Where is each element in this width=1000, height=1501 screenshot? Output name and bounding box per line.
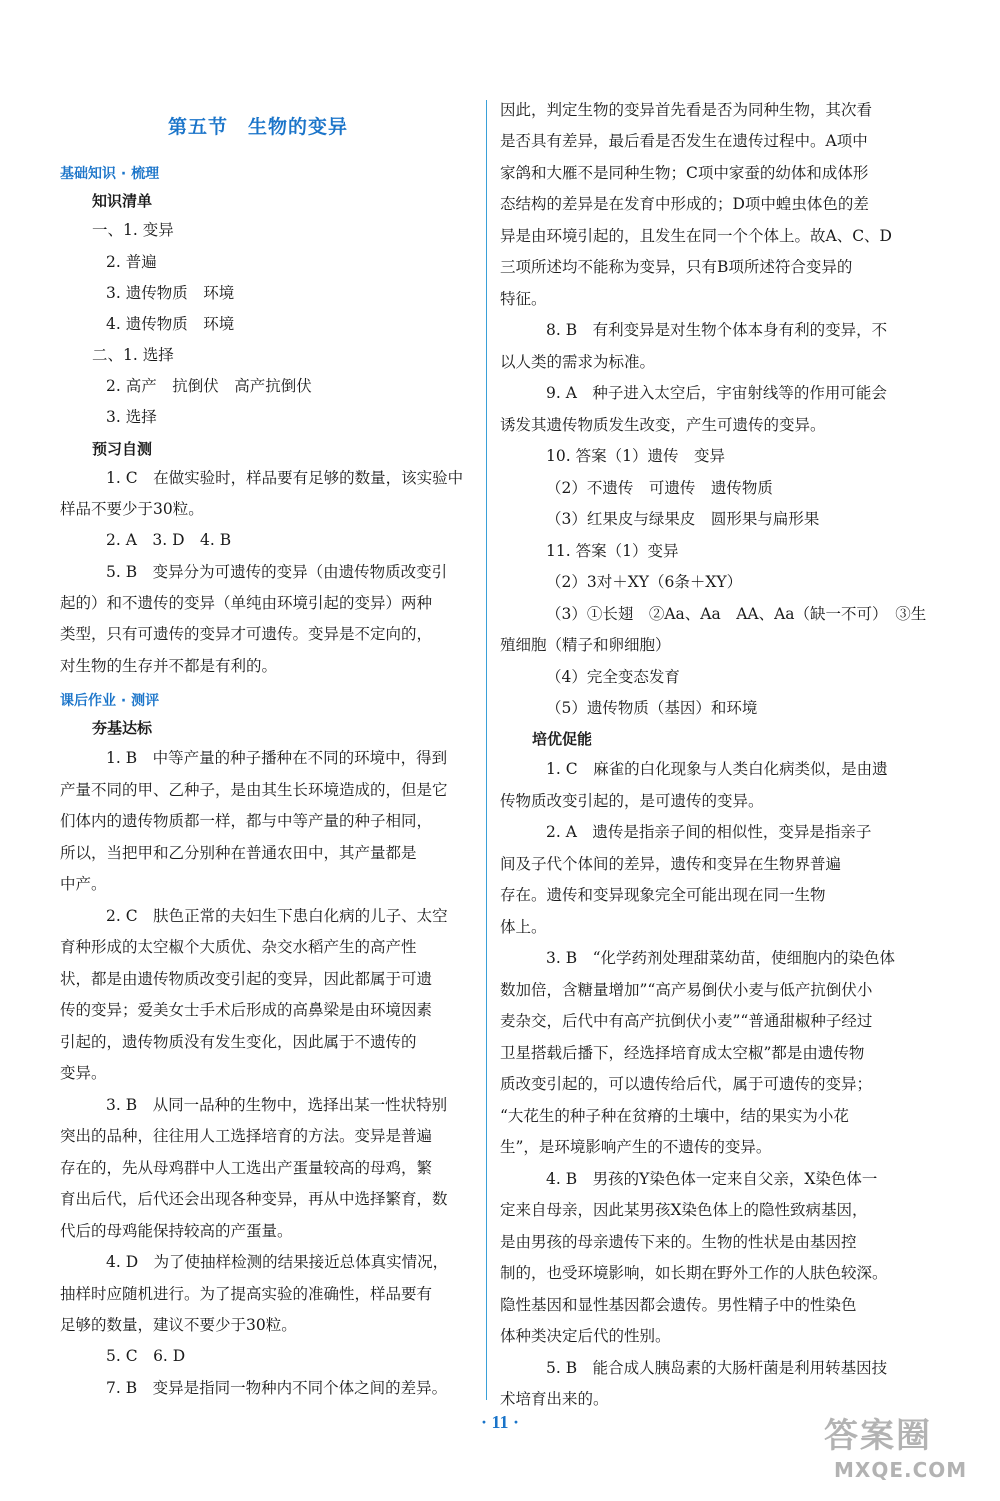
answer-line: 定来自母亲，因此某男孩X染色体上的隐性致病基因， xyxy=(500,1201,868,1219)
answer-line: 5. B 能合成人胰岛素的大肠杆菌是利用转基因技 xyxy=(546,1359,888,1377)
answer-line: 3. B “化学药剂处理甜菜幼苗，使细胞内的染色体 xyxy=(546,949,896,967)
column-divider xyxy=(486,100,487,1400)
answer-line: 2. C 肤色正常的夫妇生下患白化病的儿子、太空 xyxy=(106,907,448,925)
knowledge-item: 二、1. 选择 xyxy=(92,346,174,364)
answer-line: 突出的品种，往往用人工选择培育的方法。变异是普遍 xyxy=(60,1127,433,1145)
answer-line: （3）红果皮与绿果皮 圆形果与扁形果 xyxy=(546,510,820,528)
answer-line: （3）①长翅 ②Aa、Aa AA、Aa（缺一不可） ③生 xyxy=(546,605,927,623)
page-number: · 11 · xyxy=(480,1412,519,1432)
answer-line: 存在。遗传和变异现象完全可能出现在同一生物 xyxy=(500,886,826,904)
knowledge-item: 一、1. 变异 xyxy=(92,221,174,239)
answer-line: 态结构的差异是在发育中形成的；D项中蝗虫体色的差 xyxy=(500,195,869,213)
knowledge-item: 3. 选择 xyxy=(106,408,157,426)
answer-line: 传物质改变引起的，是可遗传的变异。 xyxy=(500,792,764,810)
answer-line: 1. C 麻雀的白化现象与人类白化病类似，是由遗 xyxy=(546,760,888,778)
answer-line: 8. B 有利变异是对生物个体本身有利的变异，不 xyxy=(546,321,888,339)
answer-line: 体种类决定后代的性别。 xyxy=(500,1327,671,1345)
answer-line: 隐性基因和显性基因都会遗传。男性精子中的性染色 xyxy=(500,1296,857,1314)
answer-line: （2）不遗传 可遗传 遗传物质 xyxy=(546,479,773,497)
answer-line: 卫星搭载后播下，经选择培育成太空椒”都是由遗传物 xyxy=(500,1044,865,1062)
answer-line: （5）遗传物质（基因）和环境 xyxy=(546,699,758,717)
subheading-advanced: 培优促能 xyxy=(532,730,593,748)
section-heading-basic-knowledge: 基础知识 · 梳理 xyxy=(60,166,160,182)
answer-line: 存在的，先从母鸡群中人工选出产蛋量较高的母鸡，繁 xyxy=(60,1159,433,1177)
knowledge-item: 4. 遗传物质 环境 xyxy=(106,315,235,333)
answer-line: “大花生的种子种在贫瘠的土壤中，结的果实为小花 xyxy=(500,1107,849,1125)
answer-line: 诱发其遗传物质发生改变，产生可遗传的变异。 xyxy=(500,416,826,434)
answer-line: 类型，只有可遗传的变异才可遗传。变异是不定向的， xyxy=(60,625,433,643)
answer-line: 11. 答案（1）变异 xyxy=(546,542,679,560)
answer-line: 产量不同的甲、乙种子，是由其生长环境造成的，但是它 xyxy=(60,781,448,799)
answer-line: 抽样时应随机进行。为了提高实验的准确性，样品要有 xyxy=(60,1285,433,1303)
answer-line: 引起的，遗传物质没有发生变化，因此属于不遗传的 xyxy=(60,1033,417,1051)
answer-line: 9. A 种子进入太空后，宇宙射线等的作用可能会 xyxy=(546,384,887,402)
answer-line: 2. A 3. D 4. B xyxy=(106,531,232,549)
answer-line: 1. C 在做实验时，样品要有足够的数量，该实验中 xyxy=(106,469,464,487)
answer-line: 家鸽和大雁不是同种生物；C项中家蚕的幼体和成体形 xyxy=(500,164,869,182)
answer-line: 术培育出来的。 xyxy=(500,1390,609,1408)
answer-line: 4. D 为了使抽样检测的结果接近总体真实情况， xyxy=(106,1253,449,1271)
answer-line: 殖细胞（精子和卵细胞） xyxy=(500,636,671,654)
answer-line: 质改变引起的，可以遗传给后代，属于可遗传的变异； xyxy=(500,1075,873,1093)
subheading-foundation: 夯基达标 xyxy=(92,719,153,737)
answer-line: 7. B 变异是指同一物种内不同个体之间的差异。 xyxy=(106,1379,448,1397)
answer-line: 间及子代个体间的差异，遗传和变异在生物界普遍 xyxy=(500,855,842,873)
answer-line: 10. 答案（1）遗传 变异 xyxy=(546,447,725,465)
answer-line: 是否具有差异，最后看是否发生在遗传过程中。A项中 xyxy=(500,132,868,150)
knowledge-item: 3. 遗传物质 环境 xyxy=(106,284,235,302)
answer-line: 起的）和不遗传的变异（单纯由环境引起的变异）两种 xyxy=(60,594,433,612)
answer-line: 体上。 xyxy=(500,918,547,936)
answer-line: 代后的母鸡能保持较高的产蛋量。 xyxy=(60,1222,293,1240)
section-heading-homework: 课后作业 · 测评 xyxy=(60,693,160,709)
answer-line: 麦杂交，后代中有高产抗倒伏小麦”“普通甜椒种子经过 xyxy=(500,1012,873,1030)
answer-line: 们体内的遗传物质都一样，都与中等产量的种子相同， xyxy=(60,812,433,830)
knowledge-item: 2. 高产 抗倒伏 高产抗倒伏 xyxy=(106,377,312,395)
subheading-knowledge-list: 知识清单 xyxy=(92,192,153,210)
watermark-logo xyxy=(816,1408,984,1488)
answer-line: 异是由环境引起的，且发生在同一个个体上。故A、C、D xyxy=(500,227,892,245)
answer-line: 三项所述均不能称为变异，只有B项所述符合变异的 xyxy=(500,258,853,276)
answer-line: 5. C 6. D xyxy=(106,1347,186,1365)
answer-line: 3. B 从同一品种的生物中，选择出某一性状特别 xyxy=(106,1096,448,1114)
answer-line: 足够的数量，建议不要少于30粒。 xyxy=(60,1316,297,1334)
answer-line: 1. B 中等产量的种子播种在不同的环境中，得到 xyxy=(106,749,448,767)
answer-line: 中产。 xyxy=(60,875,107,893)
answer-line: 数加倍，含糖量增加”“高产易倒伏小麦与低产抗倒伏小 xyxy=(500,981,873,999)
answer-line: 特征。 xyxy=(500,290,547,308)
page-title: 第五节 生物的变异 xyxy=(168,116,349,138)
answer-line: 变异。 xyxy=(60,1064,107,1082)
answer-line: 生”，是环境影响产生的不遗传的变异。 xyxy=(500,1138,772,1156)
answer-line: 是由男孩的母亲遗传下来的。生物的性状是由基因控 xyxy=(500,1233,857,1251)
answer-line: 因此，判定生物的变异首先看是否为同种生物，其次看 xyxy=(500,101,873,119)
answer-line: （4）完全变态发育 xyxy=(546,668,680,686)
watermark-line-1: 答案圈 xyxy=(824,1416,932,1456)
answer-line: （2）3对＋XY（6条＋XY） xyxy=(546,573,743,591)
answer-line: 状，都是由遗传物质改变引起的变异，因此都属于可遗 xyxy=(60,970,433,988)
answer-line: 样品不要少于30粒。 xyxy=(60,500,204,518)
answer-line: 育种形成的太空椒个大质优、杂交水稻产生的高产性 xyxy=(60,938,417,956)
subheading-preview-test: 预习自测 xyxy=(92,440,153,458)
answer-line: 4. B 男孩的Y染色体一定来自父亲，X染色体一 xyxy=(546,1170,878,1188)
answer-line: 所以，当把甲和乙分别种在普通农田中，其产量都是 xyxy=(60,844,417,862)
watermark-line-2: MXQE.COM xyxy=(834,1458,968,1482)
answer-line: 对生物的生存并不都是有利的。 xyxy=(60,657,278,675)
answer-line: 制的，也受环境影响，如长期在野外工作的人肤色较深。 xyxy=(500,1264,888,1282)
knowledge-item: 2. 普遍 xyxy=(106,253,157,271)
answer-line: 2. A 遗传是指亲子间的相似性，变异是指亲子 xyxy=(546,823,872,841)
answer-line: 育出后代，后代还会出现各种变异，再从中选择繁育，数 xyxy=(60,1190,448,1208)
answer-line: 以人类的需求为标准。 xyxy=(500,353,656,371)
answer-line: 传的变异；爱美女士手术后形成的高鼻梁是由环境因素 xyxy=(60,1001,433,1019)
answer-line: 5. B 变异分为可遗传的变异（由遗传物质改变引 xyxy=(106,563,448,581)
